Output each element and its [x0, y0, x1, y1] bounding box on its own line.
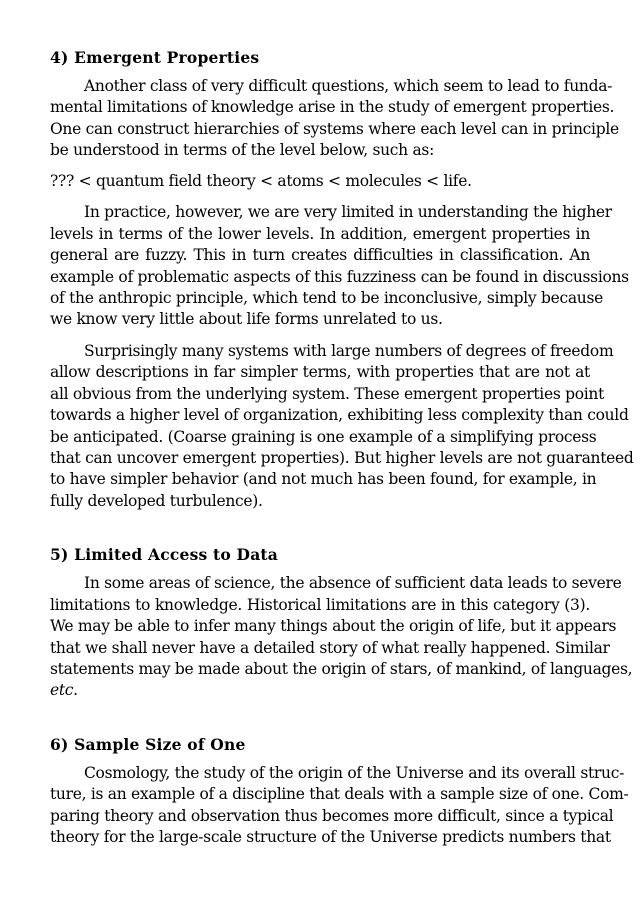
paragraph-line: One can construct hierarchies of systems where each level can in principle — [50, 120, 619, 138]
paragraph-line: allow descriptions in far simpler terms, with properties that are not at — [50, 363, 590, 381]
paragraph-line: towards a higher level of organization, exhibiting less complexity than could — [50, 406, 629, 424]
paragraph-line-etc: etc. — [50, 681, 78, 699]
paragraph-line: limitations to knowledge. Historical limitations are in this category (3). — [50, 596, 590, 614]
paragraph-line: Surprisingly many systems with large numbers of degrees of freedom — [84, 342, 614, 360]
paragraph-line: In some areas of science, the absence of sufficient data leads to severe — [84, 574, 622, 592]
paragraph-line: fully developed turbulence). — [50, 492, 263, 510]
paragraph-line: that we shall never have a detailed story of what really happened. Similar — [50, 639, 610, 657]
paragraph-line: statements may be made about the origin of stars, of mankind, of languages, — [50, 660, 633, 678]
paragraph-line: be anticipated. (Coarse graining is one example of a simplifying process — [50, 428, 597, 446]
paragraph-line: paring theory and observation thus becomes more difficult, since a typical — [50, 807, 614, 825]
paragraph-line: theory for the large-scale structure of the Universe predicts numbers that — [50, 828, 611, 846]
paragraph-line: all obvious from the underlying system. These emergent properties point — [50, 385, 605, 403]
paragraph-line: ture, is an example of a discipline that deals with a sample size of one. Com- — [50, 785, 629, 803]
hierarchy-expression: ??? < quantum field theory < atoms < molecules < life. — [50, 172, 472, 190]
paragraph-line: levels in terms of the lower levels. In addition, emergent properties in — [50, 225, 590, 243]
paragraph-line: we know very little about life forms unrelated to us. — [50, 310, 443, 328]
paragraph-line: of the anthropic principle, which tend to be inconclusive, simply because — [50, 289, 603, 307]
paragraph-line: We may be able to infer many things about the origin of life, but it appears — [50, 617, 617, 635]
section-heading-emergent-properties: 4) Emergent Properties — [50, 48, 260, 67]
paragraph-line: Another class of very difficult questions, which seem to lead to funda- — [84, 77, 613, 95]
paragraph-line: example of problematic aspects of this fuzziness can be found in discussions — [50, 268, 629, 286]
paragraph-line: that can uncover emergent properties). But higher levels are not guaranteed — [50, 449, 634, 467]
section-heading-limited-access-to-data: 5) Limited Access to Data — [50, 545, 279, 564]
paragraph-line: mental limitations of knowledge arise in the study of emergent properties. — [50, 98, 615, 116]
paragraph-line: Cosmology, the study of the origin of the Universe and its overall struc- — [84, 764, 625, 782]
paragraph-line: to have simpler behavior (and not much has been found, for example, in — [50, 470, 597, 488]
section-heading-sample-size-of-one: 6) Sample Size of One — [50, 735, 246, 754]
paragraph-line: be understood in terms of the level below, such as: — [50, 141, 435, 159]
paragraph-line: general are fuzzy. This in turn creates difficulties in classification. An — [50, 246, 590, 264]
paragraph-line: In practice, however, we are very limited in understanding the higher — [84, 203, 612, 221]
